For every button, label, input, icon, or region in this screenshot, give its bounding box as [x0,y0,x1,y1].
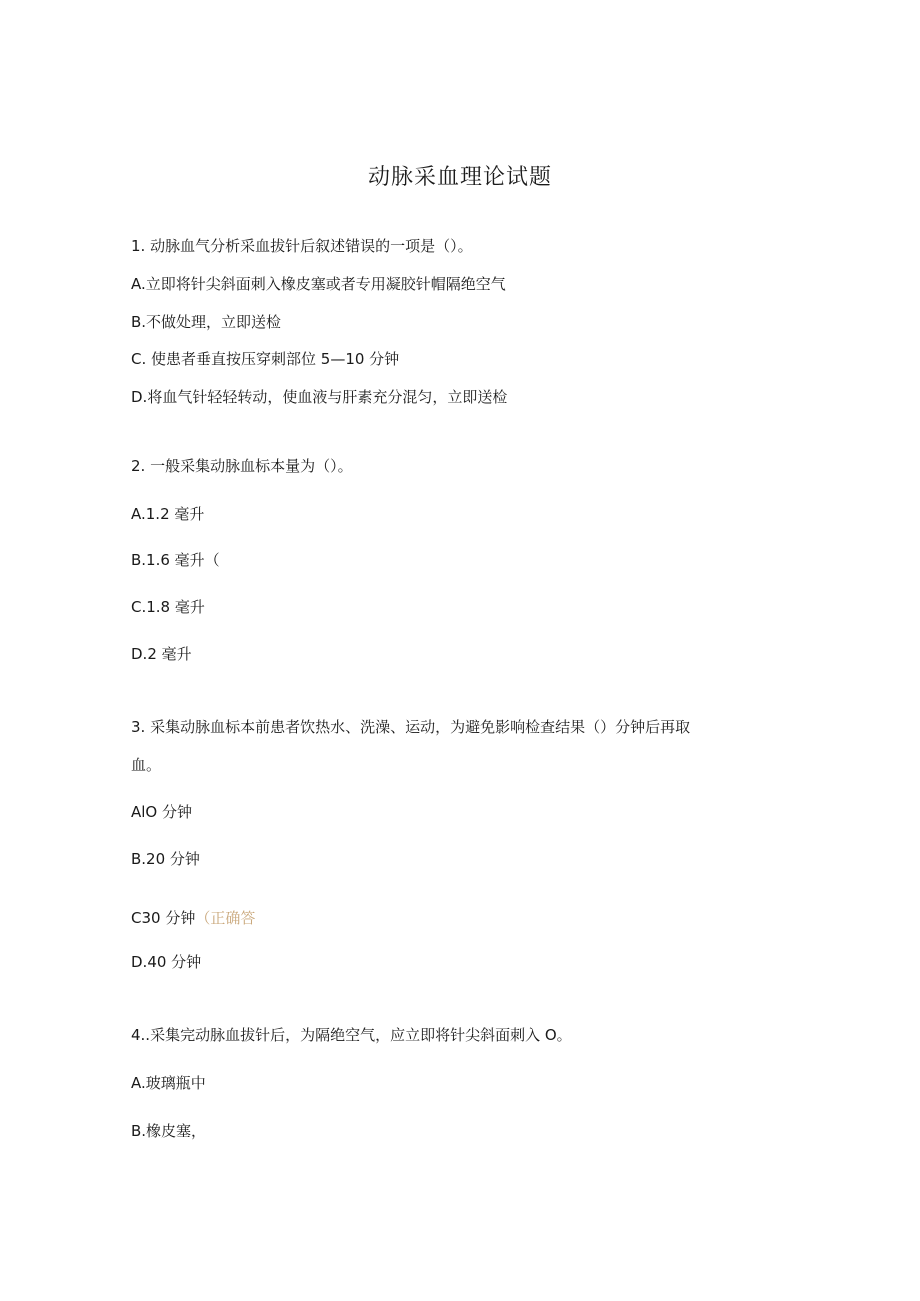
question-3-option-d: D.40 分钟 [131,953,202,971]
page-title: 动脉采血理论试题 [367,165,552,190]
question-1-option-b: B.不做处理，立即送检 [131,313,282,331]
question-2-stem: 2. 一般采集动脉血标本量为（）。 [131,457,353,475]
question-2-option-a: A.1.2 毫升 [131,505,205,523]
question-3-option-b: B.20 分钟 [131,850,200,868]
question-3-option-c: C30 分钟 [131,909,196,927]
question-3-option-c-row [131,908,255,928]
question-2-option-c: C.1.8 毫升 [131,598,205,616]
answer-annotation: （正确答 [195,909,256,927]
question-1-option-a: A.立即将针尖斜面刺入橡皮塞或者专用凝胶针帽隔绝空气 [131,275,506,293]
question-3-stem-line-1: 3. 采集动脉血标本前患者饮热水、洗澡、运动，为避免影响检查结果（）分钟后再取 [131,718,691,736]
question-1-option-d: D.将血气针轻轻转动，使血液与肝素充分混匀，立即送检 [131,388,508,406]
question-4-stem: 4..采集完动脉血拔针后，为隔绝空气，应立即将针尖斜面刺入 O。 [131,1026,572,1044]
question-1-stem: 1. 动脉血气分析采血拔针后叙述错误的一项是（）。 [131,237,473,255]
question-1-option-c: C. 使患者垂直按压穿刺部位 5—10 分钟 [131,350,400,368]
question-2-option-d: D.2 毫升 [131,645,192,663]
question-4-option-b: B.橡皮塞， [131,1122,207,1140]
question-2-option-b: B.1.6 毫升（ [131,551,220,569]
question-3-option-a: AlO 分钟 [131,803,193,821]
question-3-stem-line-2: 血。 [131,756,162,774]
question-4-option-a: A.玻璃瓶中 [131,1074,206,1092]
